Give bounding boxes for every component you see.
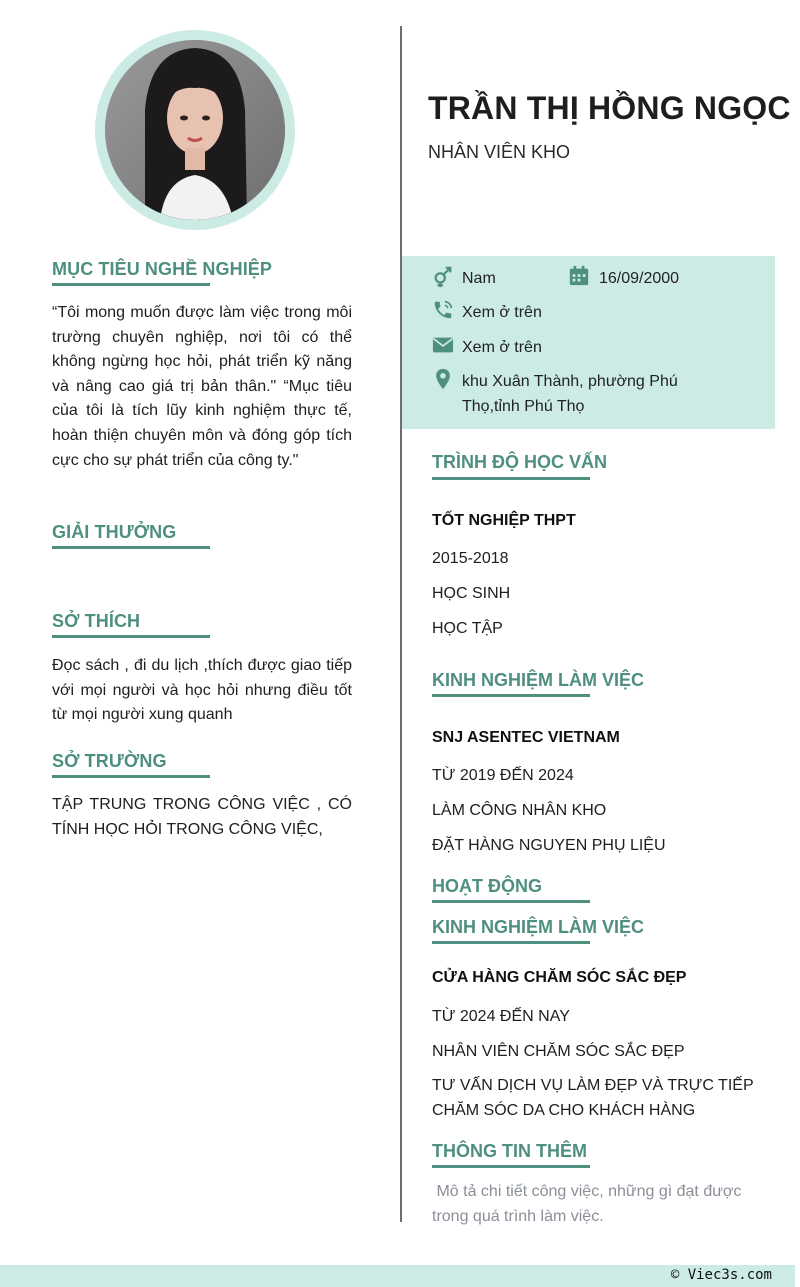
experience1-period: TỪ 2019 ĐẾN 2024 (432, 767, 574, 784)
awards-title: GIẢI THƯỞNG (52, 522, 177, 542)
phone-value: Xem ở trên (462, 304, 542, 321)
experience1-company: SNJ ASENTEC VIETNAM (432, 729, 620, 746)
experience1-detail: ĐẶT HÀNG NGUYEN PHỤ LIỆU (432, 837, 666, 854)
experience2-company: CỬA HÀNG CHĂM SÓC SẮC ĐẸP (432, 969, 687, 986)
extra-underline (432, 1165, 590, 1168)
experience2-role: NHÂN VIÊN CHĂM SÓC SẮC ĐẸP (432, 1043, 685, 1060)
avatar-photo-icon (105, 40, 285, 220)
extra-title: THÔNG TIN THÊM (432, 1141, 587, 1161)
experience2-period: TỪ 2024 ĐẾN NAY (432, 1008, 570, 1025)
education-years: 2015-2018 (432, 550, 509, 567)
experience2-underline (432, 941, 590, 944)
gender-icon (432, 266, 454, 288)
objective-title: MỤC TIÊU NGHỀ NGHIỆP (52, 259, 273, 279)
experience2-title: KINH NGHIỆM LÀM VIỆC (432, 917, 645, 937)
activities-title: HOẠT ĐỘNG (432, 876, 542, 896)
activities-underline (432, 900, 590, 903)
strengths-underline (52, 775, 210, 778)
experience1-title: KINH NGHIỆM LÀM VIỆC (432, 670, 645, 690)
education-underline (432, 477, 590, 480)
hobbies-text: Đọc sách , đi du lịch ,thích được giao tiếp với mọi người và học hỏi nhưng điều tốt từ mọi người xung quanh (52, 657, 352, 724)
objective-underline (52, 283, 210, 286)
strengths-text: TẬP TRUNG TRONG CÔNG VIỆC , CÓ TÍNH HỌC HỎI TRONG CÔNG VIỆC, (52, 796, 352, 838)
strengths-title: SỞ TRƯỜNG (52, 751, 167, 771)
extra-text: Mô tả chi tiết công việc, những gì đạt được trong quá trình làm việc. (432, 1183, 746, 1225)
education-school: TỐT NGHIỆP THPT (432, 512, 576, 529)
experience1-underline (432, 694, 590, 697)
calendar-icon (568, 265, 590, 287)
candidate-name: TRẦN THỊ HỒNG NGỌC (428, 90, 791, 126)
awards-underline (52, 546, 210, 549)
objective-text: “Tôi mong muốn được làm việc trong môi trường chuyên nghiệp, nơi tôi có thể không ngừng học hỏi, phát triển kỹ năng và nâng cao giá trị bản thân." “Mục tiêu của tôi là tích lũy kinh nghiệm thực tế, hoàn thiện chuyên môn và đóng góp tích cực cho sự phát triển của công ty." (52, 304, 352, 469)
phone-icon (432, 299, 454, 321)
gender-value: Nam (462, 270, 496, 287)
hobbies-underline (52, 635, 210, 638)
avatar (105, 40, 285, 220)
email-value: Xem ở trên (462, 339, 542, 356)
column-divider (400, 26, 402, 1222)
footer-copyright: © Viec3s.com (670, 1267, 772, 1283)
experience2-detail: TƯ VẤN DỊCH VỤ LÀM ĐẸP VÀ TRỰC TIẾP CHĂM SÓC DA CHO KHÁCH HÀNG (432, 1077, 754, 1119)
experience1-role: LÀM CÔNG NHÂN KHO (432, 802, 607, 819)
candidate-position: NHÂN VIÊN KHO (428, 142, 571, 162)
education-degree: HỌC SINH (432, 585, 511, 602)
hobbies-title: SỞ THÍCH (52, 611, 141, 631)
education-title: TRÌNH ĐỘ HỌC VẤN (432, 452, 607, 472)
email-icon (432, 334, 454, 356)
address-value: khu Xuân Thành, phường Phú Thọ,tỉnh Phú Thọ (462, 373, 678, 415)
education-detail: HỌC TẬP (432, 620, 503, 637)
birthday-value: 16/09/2000 (599, 270, 680, 287)
map-pin-icon (432, 368, 454, 390)
